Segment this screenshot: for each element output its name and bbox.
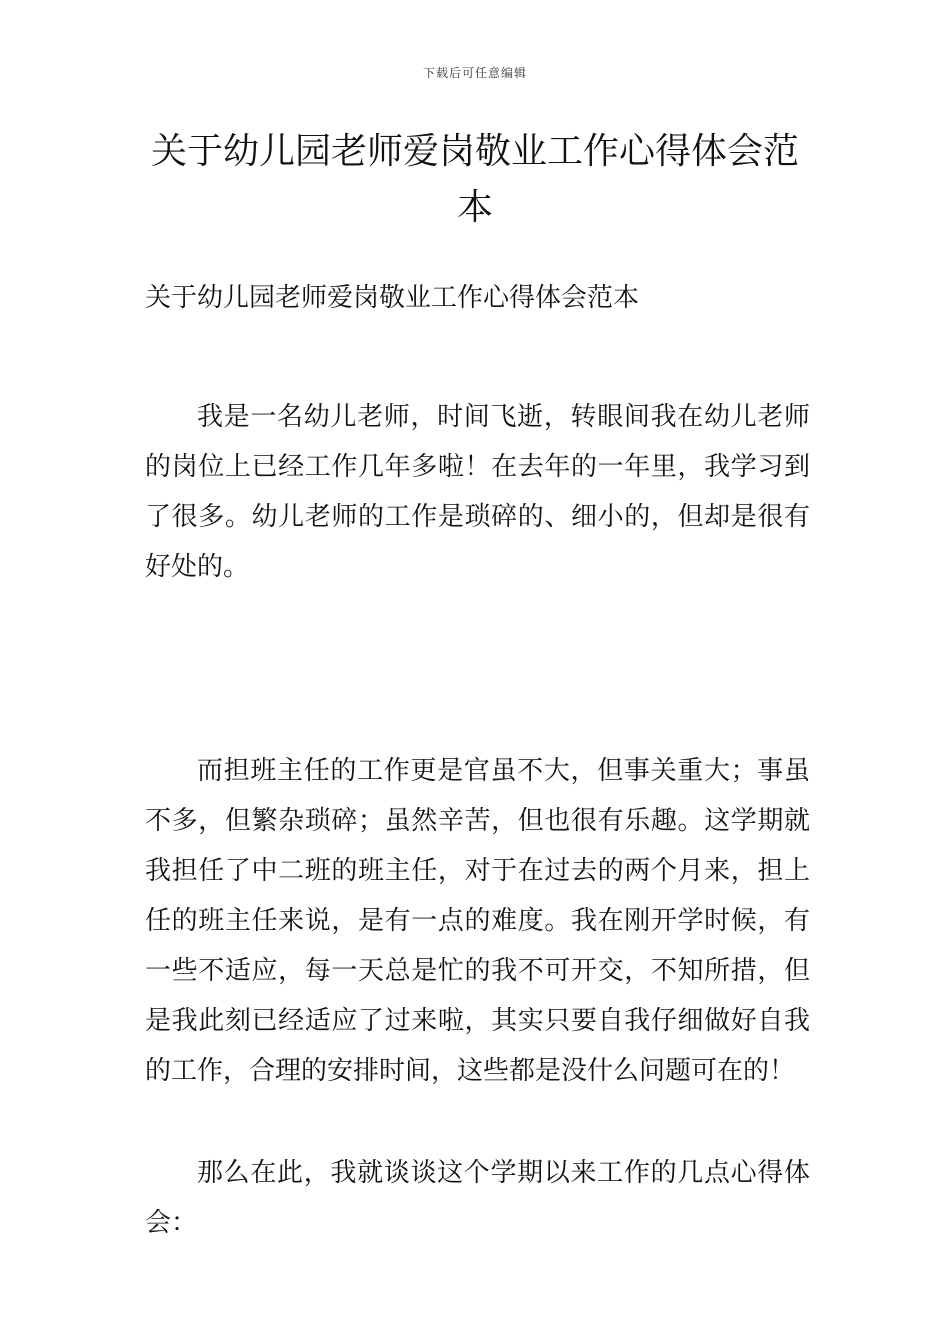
paragraph-3: 那么在此，我就谈谈这个学期以来工作的几点心得体会： xyxy=(145,1158,810,1238)
document-body xyxy=(145,276,810,1248)
paragraph-1: 我是一名幼儿老师，时间飞逝，转眼间我在幼儿老师的岗位上已经工作几年多啦！在去年的一年里，我学习到了很多。幼儿老师的工作是琐碎的、细小的，但却是很有好处的。 xyxy=(145,402,810,582)
header-note: 下载后可任意编辑 xyxy=(422,66,527,80)
paragraph-2: 而担班主任的工作更是官虽不大，但事关重大；事虽不多，但繁杂琐碎；虽然辛苦，但也很有乐趣。这学期就我担任了中二班的班主任，对于在过去的两个月来，担上任的班主任来说，是有一点的难度。我在刚开学时候，有一些不适应，每一天总是忙的我不可开交，不知所措，但是我此刻已经适应了过来啦，其实只要自我仔细做好自我的工作，合理的安排时间，这些都是没什么问题可在的！ xyxy=(145,756,810,1086)
document-title: 关于幼儿园老师爱岗敬业工作心得体会范本 xyxy=(150,131,799,228)
document-subtitle: 关于幼儿园老师爱岗敬业工作心得体会范本 xyxy=(145,283,640,313)
